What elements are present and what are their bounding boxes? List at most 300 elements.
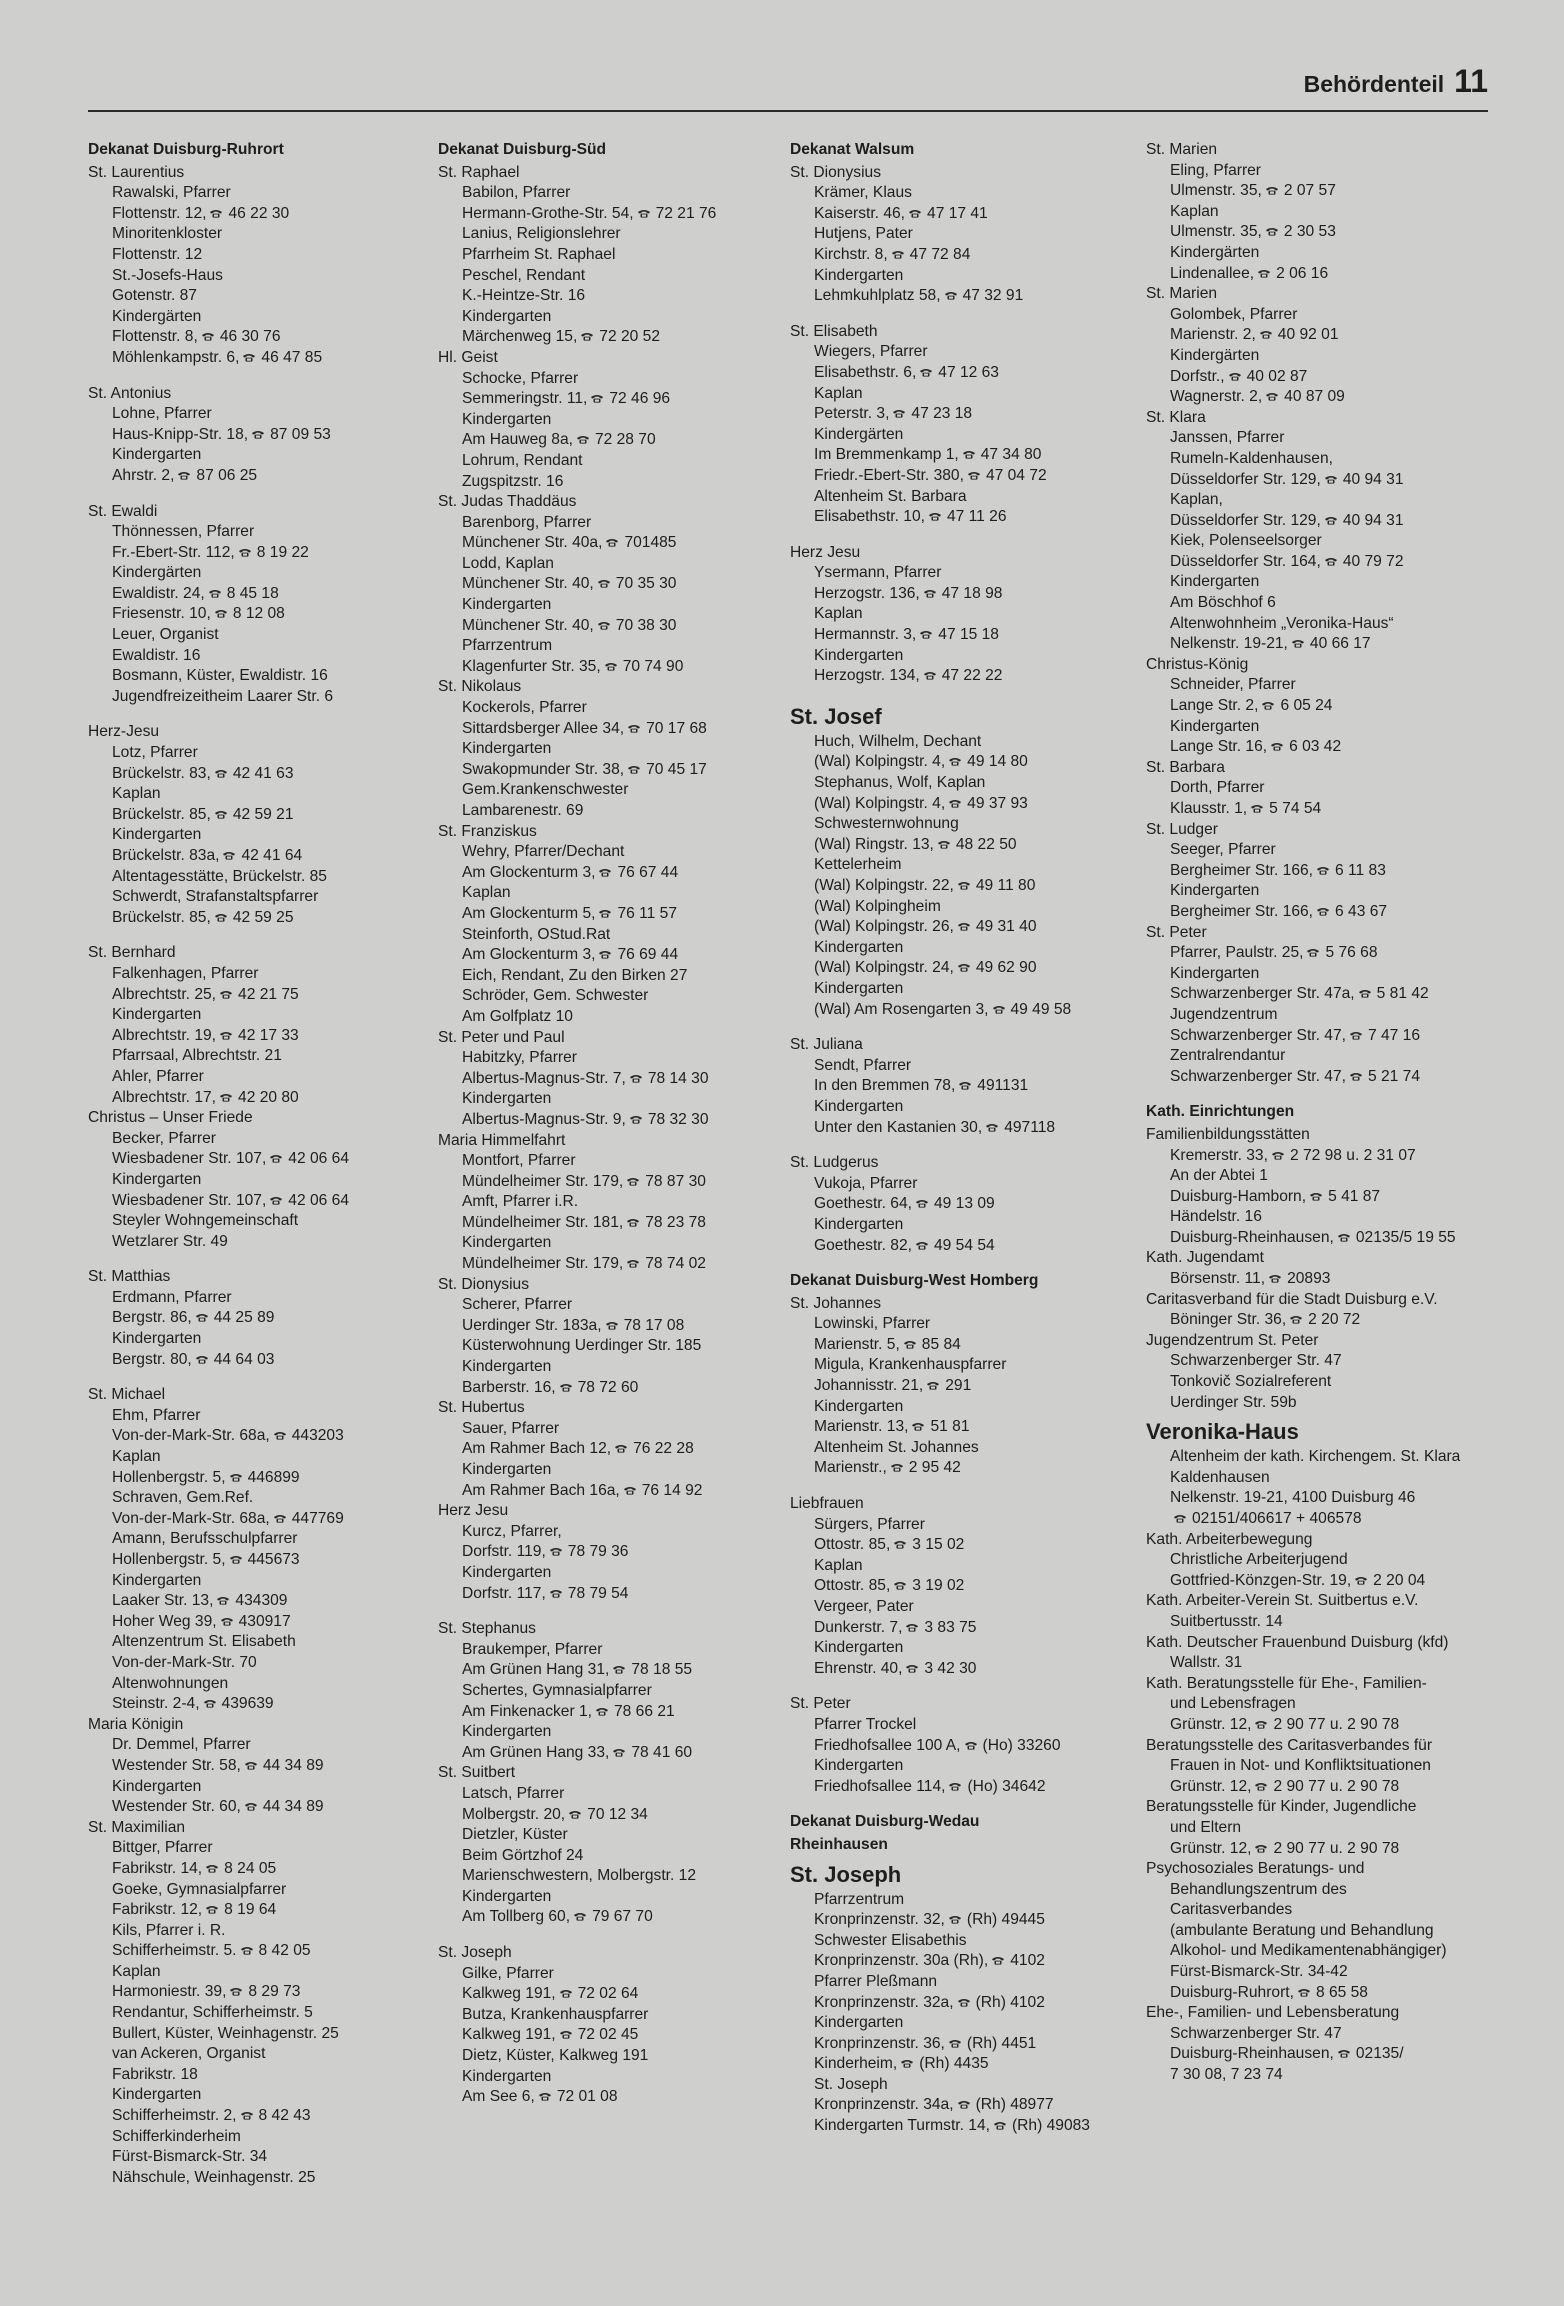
entry-line <box>88 183 428 204</box>
phone-icon <box>614 1444 628 1453</box>
entry-text: St. Ludger <box>1146 820 1218 838</box>
phone-number: 439639 <box>221 1695 274 1713</box>
entry-text: Hl. Geist <box>438 348 498 366</box>
entry-text: St. Laurentius <box>88 163 185 181</box>
phone-number: 5 81 42 <box>1376 985 1429 1003</box>
entry-line <box>790 1194 1130 1215</box>
entry-text: Wetzlarer Str. 49 <box>112 1232 228 1250</box>
entry-text: Kindergarten <box>462 1887 552 1905</box>
phone-icon <box>957 922 971 931</box>
phone-number: (Rh) 49083 <box>1011 2117 1090 2135</box>
entry-text: Am Rahmer Bach 12, <box>462 1440 612 1458</box>
entry-line <box>438 1866 778 1887</box>
entry-text: St. Juliana <box>790 1036 863 1054</box>
phone-number: 8 24 05 <box>224 1859 277 1877</box>
phone-icon <box>1271 1151 1285 1160</box>
entry-name <box>88 943 428 964</box>
entry-name <box>1146 1290 1496 1311</box>
entry-text: Peschel, Rendant <box>462 266 586 284</box>
phone-icon <box>915 1241 929 1250</box>
entry-text: Fürst-Bismarck-Str. 34-42 <box>1170 1963 1348 1981</box>
entry-text: Dorfstr. 117, <box>462 1584 546 1602</box>
phone-number: 2 07 57 <box>1283 182 1336 200</box>
phone-icon <box>244 1802 258 1811</box>
phone-number: 72 02 45 <box>577 2026 639 2044</box>
entry-text: Schröder, Gem. Schwester <box>462 987 649 1005</box>
entry-line <box>1146 778 1496 799</box>
entry-text: Jugendfreizeitheim Laarer Str. 6 <box>112 687 334 705</box>
entry-text: (Wal) Kolpingstr. 24, <box>814 959 954 977</box>
entry-text: Kindergarten <box>462 596 552 614</box>
entry-text: Schwarzenberger Str. 47, <box>1170 1067 1346 1085</box>
entry-line <box>88 2127 428 2148</box>
entry-line <box>438 2067 778 2088</box>
phone-number: 70 12 34 <box>587 1805 648 1823</box>
phone-number: 72 21 76 <box>655 204 717 222</box>
entry-line <box>88 1880 428 1901</box>
phone-number: 4102 <box>1010 1952 1045 1970</box>
phone-icon <box>957 963 971 972</box>
entry-text: Bergheimer Str. 166, <box>1170 902 1314 920</box>
entry-text: Bergstr. 86, <box>112 1309 192 1327</box>
entry-text: Duisburg-Hamborn, <box>1170 1187 1307 1205</box>
entry-line <box>88 1838 428 1859</box>
entry-line <box>1146 1146 1496 1167</box>
entry-line <box>790 1638 1130 1659</box>
phone-number: (Rh) 48977 <box>975 2096 1054 2114</box>
phone-number: 5 76 68 <box>1325 944 1378 962</box>
entry-text: Peterstr. 3, <box>814 405 890 423</box>
entry-line <box>790 2013 1130 2034</box>
phone-icon <box>549 1589 563 1598</box>
entry-line <box>438 266 778 287</box>
entry-text: Pfarrzentrum <box>814 1890 905 1908</box>
phone-number: 446899 <box>247 1468 300 1486</box>
entry-text: (Wal) Kolpingstr. 22, <box>814 877 954 894</box>
entry-line <box>438 1089 778 1110</box>
entry-text: Johannisstr. 21, <box>814 1377 924 1395</box>
phone-icon <box>948 799 962 808</box>
entry-line <box>438 1846 778 1867</box>
entry-line <box>1146 634 1496 655</box>
phone-number: 8 42 05 <box>258 1942 311 1960</box>
entry-line <box>438 657 778 678</box>
entry-text: Kindergarten <box>814 1397 904 1415</box>
entry-line <box>1146 181 1496 202</box>
entry-text: Behandlungszentrum des <box>1170 1880 1347 1898</box>
entry-text: Dr. Demmel, Pfarrer <box>112 1736 251 1754</box>
entry-text: St. Judas Thaddäus <box>438 493 577 511</box>
section-heading <box>790 1271 1130 1292</box>
entry-line <box>438 1805 778 1826</box>
entry-line <box>790 1056 1130 1077</box>
phone-icon <box>957 1998 971 2007</box>
entry-line <box>88 1529 428 1550</box>
entry-text: Am Grünen Hang 33, <box>462 1743 610 1761</box>
entry-name <box>1146 408 1496 429</box>
entry-line <box>1146 614 1496 635</box>
phone-number: 49 37 93 <box>967 794 1028 812</box>
entry-text: Münchener Str. 40, <box>462 575 594 593</box>
entry-text: Kindergarten <box>462 1723 552 1741</box>
entry-line <box>1146 943 1496 964</box>
entry-name <box>438 348 778 369</box>
entry-line <box>88 1288 428 1309</box>
entry-line <box>790 625 1130 646</box>
phone-number: 47 18 98 <box>941 584 1003 602</box>
phone-icon <box>559 1989 573 1998</box>
entry-line <box>88 1067 428 1088</box>
entry-line <box>1146 881 1496 902</box>
entry-text: Kindergarten <box>112 826 202 844</box>
entry-text: Mündelheimer Str. 179, <box>462 1255 624 1273</box>
entry-text: St. Barbara <box>1146 758 1225 776</box>
entry-text: Beim Görtzhof 24 <box>462 1846 584 1864</box>
entry-line <box>790 773 1130 794</box>
entry-name <box>438 492 778 513</box>
entry-text: St. Dionysius <box>438 1275 529 1293</box>
phone-icon <box>890 1463 904 1472</box>
entry-text: Ehe-, Familien- und Lebensberatung <box>1146 2004 1400 2022</box>
entry-line <box>88 964 428 985</box>
entry-line <box>790 1355 1130 1376</box>
entry-text: Kalkweg 191, <box>462 2026 556 2044</box>
entry-text: Bergstr. 80, <box>112 1350 192 1368</box>
entry-text: Harmoniestr. 39, <box>112 1983 227 2001</box>
section-heading <box>438 140 778 161</box>
phone-icon <box>908 209 922 218</box>
entry-line <box>438 986 778 1007</box>
entry-line <box>438 533 778 554</box>
entry-line <box>1146 449 1496 470</box>
entry-text: Sauer, Pfarrer <box>462 1419 560 1437</box>
entry-text: Lodd, Kaplan <box>462 554 554 572</box>
entry-text: Stephanus, Wolf, Kaplan <box>814 774 986 792</box>
entry-line <box>438 1295 778 1316</box>
entry-text: Am Glockenturm 5, <box>462 904 596 922</box>
entry-line <box>790 2095 1130 2116</box>
phone-number: 51 81 <box>930 1418 970 1436</box>
entry-text: Schraven, Gem.Ref. <box>112 1489 254 1507</box>
entry-line <box>438 760 778 781</box>
entry-text: Bosmann, Küster, Ewaldistr. 16 <box>112 667 328 685</box>
phone-icon <box>1324 516 1338 525</box>
entry-text: Von-der-Mark-Str. 70 <box>112 1653 257 1671</box>
entry-text: Grünstr. 12, <box>1170 1777 1252 1795</box>
entry-text: Schifferheimstr. 2, <box>112 2107 237 2125</box>
entry-text: Kettelerheim <box>814 856 902 874</box>
running-head <box>1304 63 1488 100</box>
page-header <box>88 58 1488 112</box>
entry-text: Kaplan, <box>1170 491 1223 509</box>
entry-text: Friedhofsallee 114, <box>814 1777 946 1795</box>
entry-name <box>790 163 1130 184</box>
entry-text: Ewaldistr. 16 <box>112 646 201 664</box>
entry-text: Hoher Weg 39, <box>112 1612 217 1630</box>
phone-icon <box>957 881 971 890</box>
phone-icon <box>1291 639 1305 648</box>
entry-text: Westender Str. 58, <box>112 1756 241 1774</box>
entry-line <box>1146 305 1496 326</box>
entry-text: Kindergarten <box>1170 573 1260 591</box>
phone-number: (Rh) 4102 <box>975 1993 1045 2011</box>
entry-text: Dietzler, Küster <box>462 1826 568 1844</box>
phone-number: 2 90 77 u. 2 90 78 <box>1273 1777 1400 1795</box>
entry-line <box>438 1887 778 1908</box>
entry-text: Ehm, Pfarrer <box>112 1406 201 1424</box>
entry-line <box>88 327 428 348</box>
phone-icon <box>1257 269 1271 278</box>
phone-icon <box>605 538 619 547</box>
entry-text: St. Joseph <box>814 2075 888 2093</box>
phone-icon <box>208 589 222 598</box>
entry-line <box>88 1612 428 1633</box>
entry-text: Im Bremmenkamp 1, <box>814 446 959 464</box>
entry-name <box>88 1715 428 1736</box>
entry-text: St. Elisabeth <box>790 322 878 340</box>
entry-text: Gotenstr. 87 <box>112 287 197 305</box>
directory-block <box>88 1385 428 2188</box>
phone-icon <box>626 1218 640 1227</box>
entry-line <box>438 1172 778 1193</box>
phone-icon <box>273 1431 287 1440</box>
phone-number: 44 34 89 <box>262 1756 324 1774</box>
phone-icon <box>1259 330 1273 339</box>
entry-line <box>790 835 1130 856</box>
entry-line <box>88 1046 428 1067</box>
entry-text: Maria Königin <box>88 1715 184 1733</box>
entry-name <box>438 822 778 843</box>
entry-text: Kaplan <box>112 785 161 803</box>
entry-line <box>88 985 428 1006</box>
parish-title <box>790 702 1130 732</box>
phone-number: 76 14 92 <box>641 1481 703 1499</box>
entry-text: An der Abtei 1 <box>1170 1167 1268 1185</box>
entry-text: Kath. Arbeiter-Verein St. Suitbertus e.V. <box>1146 1592 1419 1610</box>
entry-text: Jugendzentrum <box>1170 1005 1278 1023</box>
entry-line <box>438 307 778 328</box>
phone-number: 47 11 26 <box>946 508 1007 526</box>
phone-number: 5 21 74 <box>1367 1067 1420 1085</box>
entry-text: Mündelheimer Str. 179, <box>462 1172 624 1190</box>
entry-text: Kindergarten <box>1170 964 1260 982</box>
entry-text: Schwesternwohnung <box>814 815 959 833</box>
entry-text: Kath. Deutscher Frauenbund Duisburg (kfd) <box>1146 1633 1449 1651</box>
phone-icon <box>590 394 604 403</box>
entry-line <box>1146 264 1496 285</box>
entry-line <box>1146 902 1496 923</box>
entry-line <box>790 425 1130 446</box>
directory-block <box>88 502 428 708</box>
entry-text: Elisabethstr. 10, <box>814 508 925 526</box>
entry-line <box>790 1438 1130 1459</box>
entry-line <box>1146 675 1496 696</box>
entry-line <box>88 1921 428 1942</box>
entry-name <box>438 1943 778 1964</box>
phone-number: 291 <box>945 1377 972 1395</box>
phone-icon <box>559 2030 573 2039</box>
entry-line <box>88 1674 428 1695</box>
entry-text: Butza, Krankenhauspfarrer <box>462 2005 649 2023</box>
entry-line <box>438 2005 778 2026</box>
entry-text: Minoritenkloster <box>112 225 223 243</box>
entry-text: Ahrstr. 2, <box>112 466 175 484</box>
phone-icon <box>1324 557 1338 566</box>
entry-line <box>438 1660 778 1681</box>
entry-text: Steinforth, OStud.Rat <box>462 925 611 943</box>
entry-text: Flottenstr. 12 <box>112 245 203 263</box>
entry-line <box>88 1350 428 1371</box>
phone-number: 47 04 72 <box>985 466 1047 484</box>
entry-text: Am Rahmer Bach 16a, <box>462 1481 620 1499</box>
entry-text: Albrechtstr. 17, <box>112 1088 217 1106</box>
entry-name <box>1146 1633 1496 1654</box>
entry-text: Ysermann, Pfarrer <box>814 564 942 582</box>
phone-icon <box>595 1707 609 1716</box>
entry-text: Münchener Str. 40a, <box>462 534 603 552</box>
phone-icon <box>229 1473 243 1482</box>
entry-line <box>1146 1005 1496 1026</box>
entry-line <box>88 1962 428 1983</box>
entry-text: 7 30 08, 7 23 74 <box>1170 2066 1283 2084</box>
entry-text: Dorfstr., <box>1170 367 1225 385</box>
entry-line <box>438 183 778 204</box>
entry-line <box>438 595 778 616</box>
directory-block <box>790 1494 1130 1679</box>
phone-number: 40 92 01 <box>1277 326 1339 344</box>
entry-line <box>438 1563 778 1584</box>
entry-text: Dekanat Duisburg-Süd <box>438 141 607 158</box>
entry-line <box>790 1618 1130 1639</box>
entry-line <box>88 604 428 625</box>
entry-line <box>438 719 778 740</box>
entry-text: Molbergstr. 20, <box>462 1805 566 1823</box>
entry-text: und Lebensfragen <box>1170 1695 1296 1713</box>
entry-line <box>88 584 428 605</box>
entry-line <box>88 1735 428 1756</box>
phone-icon <box>948 1782 962 1791</box>
entry-text: Lindenallee, <box>1170 264 1255 282</box>
entry-text: Familienbildungsstätten <box>1146 1125 1310 1143</box>
entry-line <box>88 1447 428 1468</box>
entry-text: Dunkerstr. 7, <box>814 1618 903 1636</box>
entry-text: Marienstr. 2, <box>1170 326 1256 344</box>
phone-icon <box>559 1383 573 1392</box>
phone-icon <box>573 1912 587 1921</box>
entry-text: Friedr.-Ebert-Str. 380, <box>814 466 964 484</box>
phone-icon <box>985 1123 999 1132</box>
phone-icon <box>991 1956 1005 1965</box>
phone-icon <box>1337 1233 1351 1242</box>
entry-text: Sürgers, Pfarrer <box>814 1515 925 1533</box>
entry-line <box>790 266 1130 287</box>
entry-text: Albrechtstr. 25, <box>112 985 217 1003</box>
entry-name <box>438 677 778 698</box>
entry-line <box>438 204 778 225</box>
phone-number: 49 14 80 <box>967 753 1028 771</box>
entry-text: Kindergarten <box>814 646 904 664</box>
phone-number: 2 90 77 u. 2 90 78 <box>1273 1839 1400 1857</box>
entry-text: Kaplan <box>462 884 511 902</box>
entry-text: (Wal) Kolpingstr. 26, <box>814 918 954 936</box>
entry-text: Dietz, Küster, Kalkweg 191 <box>462 2047 649 2065</box>
phone-number: 76 67 44 <box>617 863 679 881</box>
entry-name <box>1146 1331 1496 1352</box>
phone-icon <box>580 332 594 341</box>
entry-text: Latsch, Pfarrer <box>462 1784 565 1802</box>
entry-line <box>88 1088 428 1109</box>
phone-icon <box>244 1761 258 1770</box>
phone-icon <box>915 1199 929 1208</box>
entry-text: Schneider, Pfarrer <box>1170 676 1296 694</box>
entry-line <box>790 584 1130 605</box>
entry-text: Altenheim der kath. Kirchengem. St. Klara <box>1170 1448 1461 1466</box>
entry-line <box>88 307 428 328</box>
phone-number: 47 15 18 <box>938 626 999 644</box>
entry-line <box>88 1653 428 1674</box>
entry-line <box>88 2044 428 2065</box>
entry-text: Münchener Str. 40, <box>462 616 594 634</box>
phone-icon <box>549 1547 563 1556</box>
phone-number: 70 38 30 <box>615 616 677 634</box>
entry-name <box>438 1619 778 1640</box>
entry-text: Am Glockenturm 3, <box>462 946 596 964</box>
entry-text: Kaplan <box>814 605 863 623</box>
entry-text: Montfort, Pfarrer <box>462 1152 576 1170</box>
entry-name <box>1146 923 1496 944</box>
phone-number: 76 69 44 <box>617 946 679 964</box>
entry-text: St. Peter und Paul <box>438 1028 565 1046</box>
entry-name <box>1146 1736 1496 1757</box>
phone-icon <box>205 1864 219 1873</box>
phone-icon <box>273 1514 287 1523</box>
entry-line <box>1146 696 1496 717</box>
entry-line <box>88 2065 428 2086</box>
phone-icon <box>209 209 223 218</box>
parish-title <box>1146 1417 1496 1447</box>
phone-icon <box>538 2092 552 2101</box>
entry-line <box>1146 470 1496 491</box>
phone-number: 72 02 64 <box>577 1985 639 2003</box>
phone-icon <box>957 2100 971 2109</box>
entry-line <box>790 1890 1130 1911</box>
entry-text: Unter den Kastanien 30, <box>814 1118 983 1136</box>
entry-text: Kindergarten <box>814 266 904 284</box>
phone-number: 5 74 54 <box>1269 800 1322 817</box>
entry-text: Altenheim St. Johannes <box>814 1438 979 1456</box>
entry-name <box>1146 284 1496 305</box>
phone-icon <box>892 409 906 418</box>
phone-icon <box>905 1664 919 1673</box>
phone-icon <box>597 579 611 588</box>
entry-line <box>1146 346 1496 367</box>
entry-line <box>1146 1941 1496 1962</box>
phone-number: 49 54 54 <box>933 1236 995 1254</box>
entry-text: St. Ludgerus <box>790 1154 879 1172</box>
entry-line <box>88 1509 428 1530</box>
entry-text: Herz Jesu <box>790 543 861 561</box>
entry-line <box>88 522 428 543</box>
entry-line <box>438 1110 778 1131</box>
entry-line <box>1146 1026 1496 1047</box>
entry-text: Kindergärten <box>112 564 202 582</box>
entry-text: Kirchstr. 8, <box>814 245 888 263</box>
phone-number: 3 15 02 <box>912 1536 965 1554</box>
entry-text: Flottenstr. 12, <box>112 204 207 222</box>
entry-line <box>790 1910 1130 1931</box>
phone-icon <box>944 291 958 300</box>
phone-number: 46 47 85 <box>261 348 323 366</box>
